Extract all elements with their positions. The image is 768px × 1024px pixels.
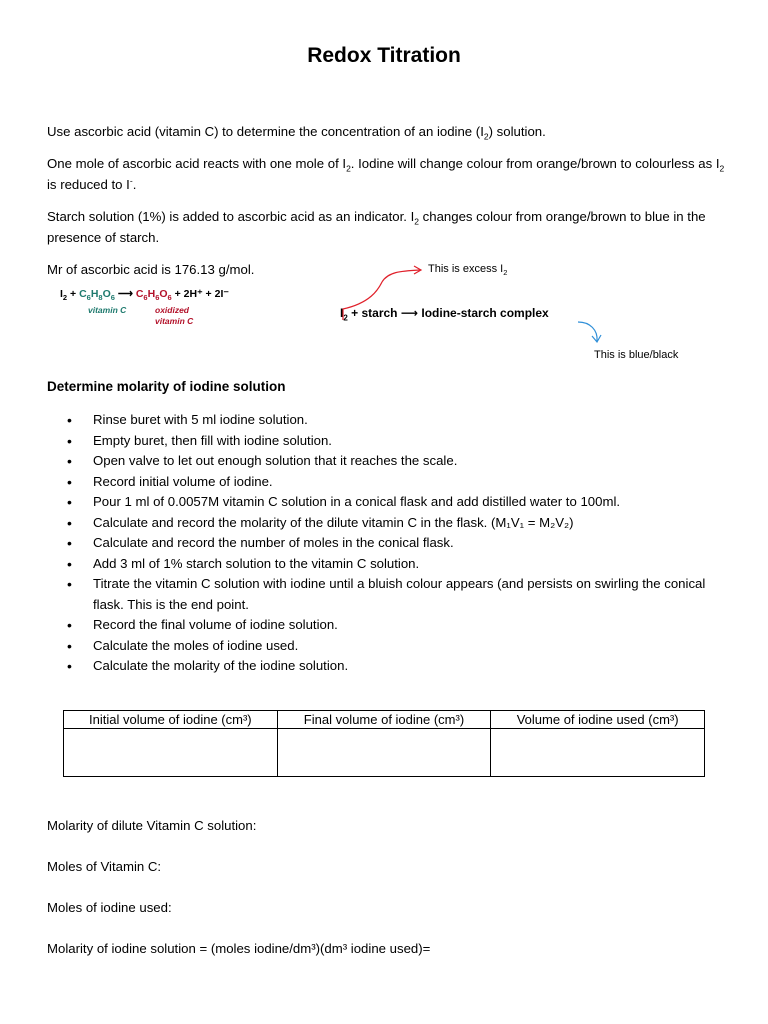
eq-text: C bbox=[135, 288, 144, 300]
blue-curved-arrow bbox=[578, 322, 597, 341]
eq-sub: 8 bbox=[98, 293, 103, 303]
eq-text: I bbox=[60, 288, 63, 300]
procedure-steps bbox=[47, 410, 727, 677]
section-heading: Determine molarity of iodine solution bbox=[47, 379, 286, 394]
subscript: 2 bbox=[346, 163, 351, 174]
eq-text: C bbox=[79, 288, 87, 300]
eq-sub: 6 bbox=[167, 293, 172, 303]
blue-black-note: This is blue/black bbox=[594, 349, 679, 361]
subscript: 2 bbox=[719, 163, 725, 174]
eq-text: O bbox=[102, 288, 111, 300]
list-item: • Record initial volume of iodine. bbox=[47, 472, 727, 493]
eq-text: I bbox=[340, 306, 344, 320]
text: changes colour from orange/brown to blue in the presence of starch. bbox=[47, 209, 706, 245]
list-item: • Titrate the vitamin C solution with iodine until a bluish colour appears (and persists on swirling the conical flask. This is the end point. bbox=[47, 574, 727, 615]
volume-used-header: Volume of iodine used (cm³) bbox=[491, 711, 705, 729]
blue-arrowhead bbox=[592, 335, 601, 342]
eq-text: O bbox=[159, 288, 168, 300]
initial-volume-header: Initial volume of iodine (cm³) bbox=[64, 711, 278, 729]
list-item: • Open valve to let out enough solution that it reaches the scale. bbox=[47, 451, 727, 472]
volume-used-cell[interactable] bbox=[491, 729, 705, 777]
list-item: • Calculate and record the number of moles in the conical flask. bbox=[47, 533, 727, 554]
intro-paragraph-2 bbox=[47, 153, 727, 195]
table-row bbox=[64, 729, 705, 777]
eq-text: H bbox=[90, 288, 99, 300]
final-volume-cell[interactable] bbox=[277, 729, 491, 777]
oxidized-vitamin-c-formula bbox=[135, 288, 172, 303]
text: . Iodine will change colour from orange/brown to colourless as I bbox=[350, 156, 720, 171]
note-text: This is excess I bbox=[428, 263, 504, 275]
text: . bbox=[132, 177, 137, 192]
list-item: • Rinse buret with 5 ml iodine solution. bbox=[47, 410, 727, 431]
final-volume-header: Final volume of iodine (cm³) bbox=[277, 711, 491, 729]
list-item: • Calculate the molarity of the iodine solution. bbox=[47, 656, 727, 677]
table-header-row bbox=[64, 711, 705, 729]
intro-paragraph-1 bbox=[47, 121, 727, 142]
eq-text: + starch ⟶ Iodine-starch complex bbox=[347, 306, 549, 320]
text: One mole of ascorbic acid reacts with one mole of I bbox=[47, 156, 347, 171]
question-dilute-molarity: Molarity of dilute Vitamin C solution: bbox=[47, 818, 257, 833]
eq-sub: 6 bbox=[143, 293, 148, 303]
molar-mass-line: Mr of ascorbic acid is 176.13 g/mol. bbox=[47, 262, 255, 277]
eq-sub: 2 bbox=[62, 293, 68, 303]
question-iodine-molarity: Molarity of iodine solution = (moles iodine/dm³)(dm³ iodine used)= bbox=[47, 941, 431, 956]
eq-sub: 6 bbox=[110, 293, 115, 303]
results-table bbox=[63, 710, 705, 777]
ascorbic-iodine-equation bbox=[60, 288, 229, 303]
eq-arrow: ⟶ bbox=[114, 288, 136, 300]
page-title: Redox Titration bbox=[307, 44, 461, 67]
subscript: 2 bbox=[483, 131, 489, 142]
oxidized-vitamin-c-label bbox=[155, 305, 193, 327]
excess-iodine-note bbox=[428, 263, 508, 278]
question-moles-iodine: Moles of iodine used: bbox=[47, 900, 172, 915]
subscript: 2 bbox=[503, 268, 508, 278]
iodine-starch-equation bbox=[340, 306, 549, 323]
vitamin-c-label: vitamin C bbox=[88, 305, 127, 315]
list-item: • Pour 1 ml of 0.0057M vitamin C solution in a conical flask and add distilled water to 100ml. bbox=[47, 492, 727, 513]
text: Starch solution (1%) is added to ascorbic acid as an indicator. I bbox=[47, 209, 415, 224]
text: Use ascorbic acid (vitamin C) to determine the concentration of an iodine (I bbox=[47, 124, 484, 139]
list-item: • Empty buret, then fill with iodine solution. bbox=[47, 431, 727, 452]
superscript: - bbox=[129, 175, 133, 186]
eq-sub: 6 bbox=[155, 293, 160, 303]
question-moles-vitamin-c: Moles of Vitamin C: bbox=[47, 859, 162, 874]
label-line: vitamin C bbox=[155, 316, 194, 326]
text: ) solution. bbox=[488, 124, 546, 139]
eq-text: + bbox=[67, 288, 80, 300]
label-line: oxidized bbox=[155, 305, 190, 315]
eq-sub: 2 bbox=[343, 313, 348, 323]
list-item: • Record the final volume of iodine solution. bbox=[47, 615, 727, 636]
text: is reduced to I bbox=[47, 177, 130, 192]
list-item: • Add 3 ml of 1% starch solution to the vitamin C solution. bbox=[47, 554, 727, 575]
intro-paragraph-3 bbox=[47, 206, 727, 248]
eq-sub: 6 bbox=[86, 293, 91, 303]
eq-text: H bbox=[147, 288, 156, 300]
eq-text: + 2H⁺ + 2I⁻ bbox=[171, 288, 229, 300]
vitamin-c-formula bbox=[79, 288, 115, 303]
subscript: 2 bbox=[414, 216, 419, 227]
list-item: • Calculate the moles of iodine used. bbox=[47, 636, 727, 657]
initial-volume-cell[interactable] bbox=[64, 729, 278, 777]
list-item: • Calculate and record the molarity of the dilute vitamin C in the flask. (M₁V₁ = M₂V₂) bbox=[47, 513, 727, 534]
